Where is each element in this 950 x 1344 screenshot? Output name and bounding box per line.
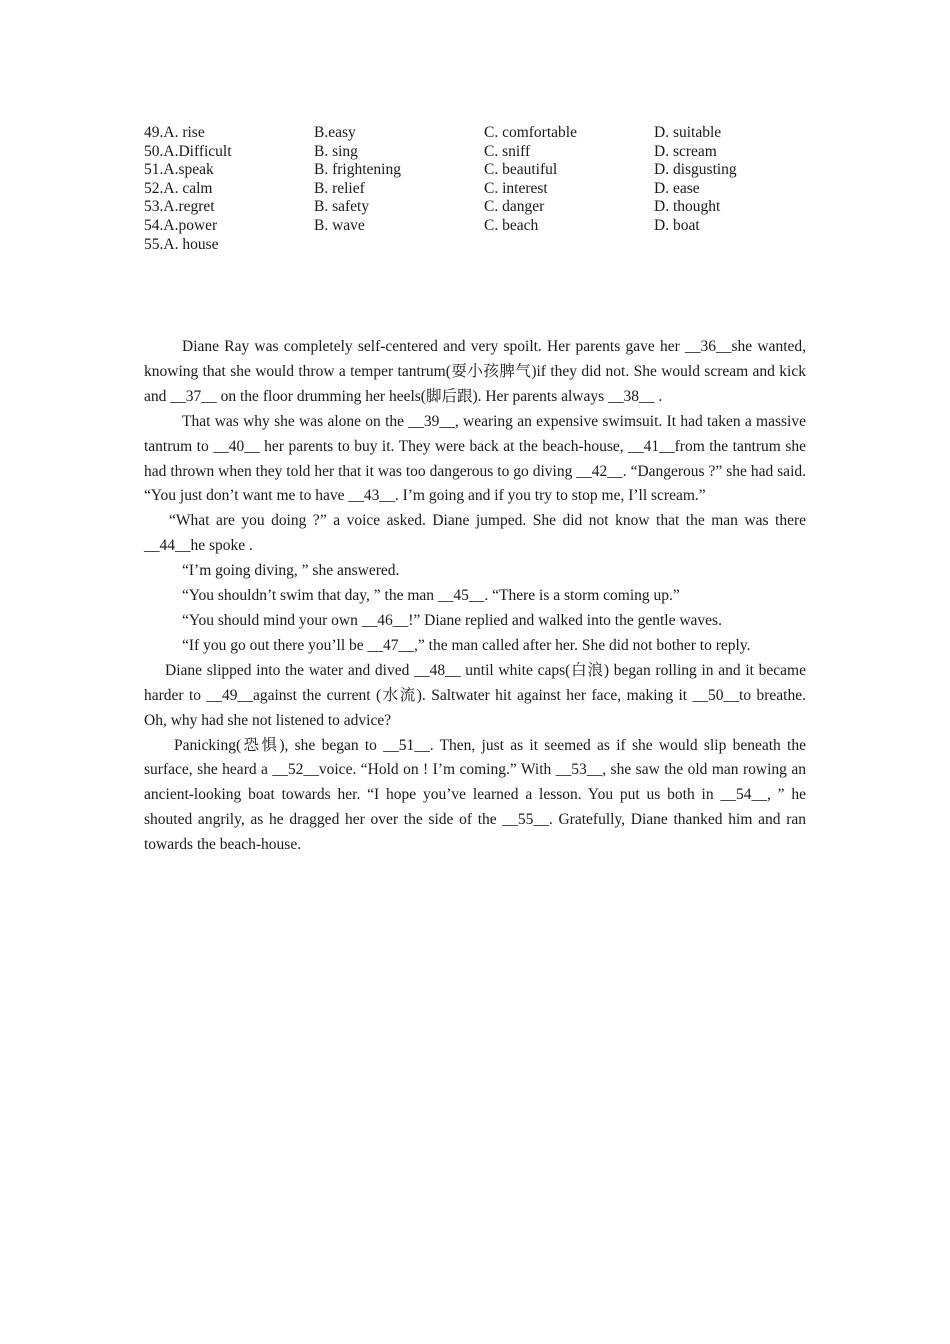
passage-paragraph: Diane slipped into the water and dived __48__ until white caps(白浪) began rolling in and it became harder to __49__against the current (水流). Saltwater hit against her face, making it __50__to breathe. Oh, why had she not listened to advice? (144, 661, 806, 729)
option-row-51 (144, 161, 806, 180)
option-c: C. comfortable (484, 124, 577, 141)
cloze-passage (144, 335, 806, 858)
passage-paragraph: Panicking(恐惧), she began to __51__. Then, just as it seemed as if she would slip beneath the surface, she heard a __52__voice. “Hold on ! I’m coming.” With __53__, she saw the old man rowing an ancient-looking boat towards her. “I hope you’ve learned a lesson. You put us both in __54__, ” he shouted angrily, as he dragged her over the side of the __55__. Gratefully, Diane thanked him and ran towards the beach-house. (144, 736, 806, 854)
option-row-54 (144, 217, 806, 236)
answer-options-table (144, 124, 806, 254)
passage-paragraph: “You shouldn’t swim that day, ” the man __45__. “There is a storm coming up.” (182, 587, 680, 605)
option-row-53 (144, 198, 806, 217)
option-c: C. interest (484, 179, 548, 197)
option-b: B. safety (314, 198, 370, 216)
option-c: C. beach (484, 216, 539, 234)
option-a: 50.A.Difficult (144, 142, 232, 160)
option-b: B. relief (314, 179, 365, 197)
option-d: D. thought (654, 198, 721, 216)
passage-paragraph: “You should mind your own __46__!” Diane replied and walked into the gentle waves. (182, 611, 722, 629)
option-b: B. frightening (314, 161, 401, 179)
option-c: C. beautiful (484, 161, 558, 179)
option-b: B. wave (314, 216, 365, 234)
option-d: D. ease (654, 179, 700, 197)
option-row-49 (144, 124, 806, 143)
option-row-55 (144, 236, 806, 255)
passage-paragraph: Diane Ray was completely self-centered and very spoilt. Her parents gave her __36__she wanted, knowing that she would throw a temper tantrum(耍小孩脾气)if they did not. She would scream and kick and __37__ on the floor drumming her heels(脚后跟). Her parents always __38__ . (144, 338, 806, 405)
option-a: 53.A.regret (144, 198, 215, 216)
option-d: D. boat (654, 216, 700, 234)
passage-paragraph: That was why she was alone on the __39__, wearing an expensive swimsuit. It had taken a massive tantrum to __40__ her parents to buy it. They were back at the beach-house, __41__from the tantrum she had thrown when they told her that it was too dangerous to go diving __42__. “Dangerous ?” she had said. “You just don’t want me to have __43__. I’m going and if you try to stop me, I’ll scream.” (144, 412, 806, 505)
passage-paragraph: “What are you doing ?” a voice asked. Diane jumped. She did not know that the man was there __44__he spoke . (144, 512, 806, 555)
option-b: B.easy (314, 124, 356, 141)
option-c: C. danger (484, 198, 545, 216)
option-a: 52.A. calm (144, 179, 213, 197)
option-row-50 (144, 143, 806, 162)
option-c: C. sniff (484, 142, 531, 160)
option-a: 49.A. rise (144, 124, 205, 141)
option-d: D. suitable (654, 124, 722, 141)
option-b: B. sing (314, 142, 358, 160)
option-d: D. disgusting (654, 161, 737, 179)
option-d: D. scream (654, 142, 717, 160)
option-row-52 (144, 180, 806, 199)
passage-paragraph: “I’m going diving, ” she answered. (182, 562, 400, 580)
option-a: 55.A. house (144, 235, 219, 253)
option-a: 54.A.power (144, 216, 218, 234)
option-a: 51.A.speak (144, 161, 214, 179)
passage-paragraph: “If you go out there you’ll be __47__,” the man called after her. She did not bother to reply. (182, 636, 751, 654)
